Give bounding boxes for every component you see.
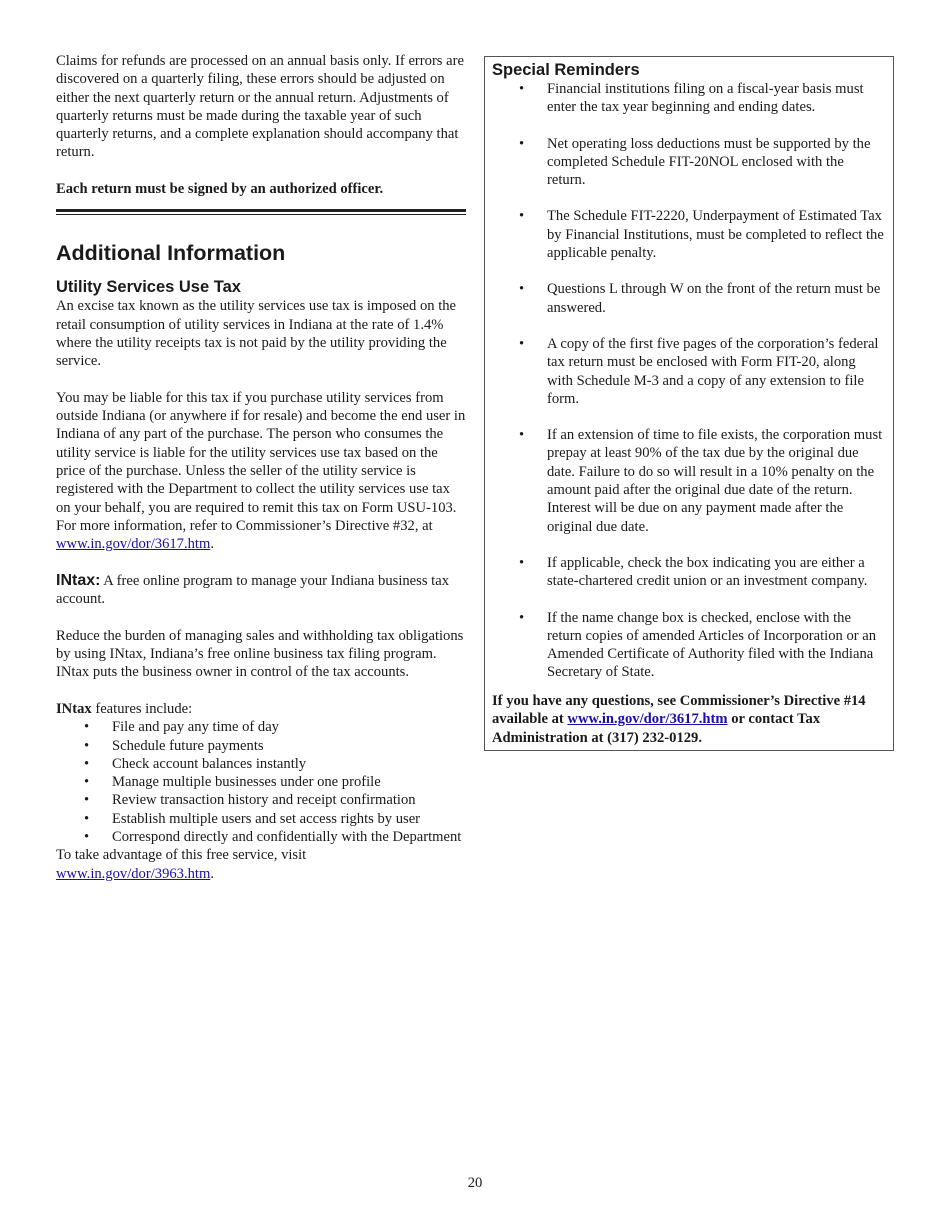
reminder-text: The Schedule FIT-2220, Underpayment of Estimated Tax by Financial Institutions, must be completed to reflect the applicable penalty. bbox=[547, 208, 884, 262]
bullet-icon: • bbox=[519, 427, 525, 444]
directive-32-link[interactable]: www.in.gov/dor/3617.htm bbox=[56, 536, 211, 553]
list-item bbox=[56, 828, 468, 846]
refund-paragraph: Claims for refunds are processed on an annual basis only. If errors are discovered on a quarterly filing, these errors should be adjusted on either the next quarterly return or the annual return. Adjustments of quarterly returns must be made during the taxable year of such quarterly returns, and a complete explanation should accompany that return. bbox=[56, 53, 464, 161]
reminder-text: If the name change box is checked, enclose with the return copies of amended Articles of Incorporation or an Amended Certificate of Authority filed with the Indiana Secretary of State. bbox=[547, 609, 877, 681]
list-item bbox=[56, 810, 468, 828]
section-heading: Additional Information bbox=[56, 241, 286, 266]
list-item bbox=[485, 554, 891, 591]
list-item bbox=[485, 609, 891, 682]
intax-intro bbox=[56, 572, 468, 609]
bullet-icon: • bbox=[84, 719, 90, 736]
visit-note: To take advantage of this free service, visit bbox=[56, 847, 307, 864]
bullet-icon: • bbox=[84, 737, 90, 754]
reminders-list bbox=[485, 80, 891, 700]
usut-paragraph-2-end: . bbox=[210, 536, 214, 553]
left-column bbox=[56, 52, 468, 883]
bullet-icon: • bbox=[84, 774, 90, 791]
list-item-text: File and pay any time of day bbox=[112, 719, 279, 736]
list-item bbox=[485, 280, 891, 317]
list-item bbox=[485, 426, 891, 536]
intax-description: A free online program to manage your Indiana business tax account. bbox=[56, 572, 449, 608]
usut-paragraph-2-text: You may be liable for this tax if you purchase utility services from outside Indiana (or anywhere if for resale) and become the end user in Indiana of any part of the purchase. The person who consumes the utility service is liable for the utility services use tax based on the price of the purchase. Unless the seller of the utility service is registered with the Department to collect the utility services use tax on your behalf, you are required to remit this tax on Form USU-103. For more information, refer to Commissioner’s Directive #32, at bbox=[56, 389, 466, 534]
list-item bbox=[56, 791, 468, 809]
reminder-text: A copy of the first five pages of the corporation’s federal tax return must be enclosed with Form FIT-20, along with Schedule M-3 and a copy of any extension to file form. bbox=[547, 335, 879, 407]
special-reminders-title: Special Reminders bbox=[492, 61, 640, 79]
visit-end: . bbox=[210, 865, 214, 882]
intax-link[interactable]: www.in.gov/dor/3963.htm bbox=[56, 865, 211, 882]
list-item bbox=[485, 207, 891, 262]
features-intro bbox=[56, 700, 468, 718]
page-number: 20 bbox=[467, 1175, 483, 1191]
list-item-text: Establish multiple users and set access rights by user bbox=[112, 810, 421, 827]
list-item-text: Manage multiple businesses under one profile bbox=[112, 774, 381, 791]
bullet-icon: • bbox=[519, 281, 525, 298]
bullet-icon: • bbox=[519, 554, 525, 571]
reminder-text: If applicable, check the box indicating you are either a state-chartered credit union or an investment company. bbox=[547, 554, 868, 590]
reminder-text: Questions L through W on the front of the return must be answered. bbox=[547, 281, 881, 316]
bullet-icon: • bbox=[84, 755, 90, 772]
signature-note: Each return must be signed by an authorized officer. bbox=[56, 181, 384, 198]
list-item-text: Correspond directly and confidentially with the Department bbox=[112, 828, 462, 845]
list-item bbox=[56, 737, 468, 755]
special-reminders-box bbox=[484, 56, 894, 751]
list-item-text: Schedule future payments bbox=[112, 737, 264, 754]
bullet-icon: • bbox=[84, 810, 90, 827]
intax-label: INtax: bbox=[56, 571, 101, 589]
reminder-text: Financial institutions filing on a fiscal-year basis must enter the tax year beginning and ending dates. bbox=[547, 81, 864, 116]
visit-link-line bbox=[56, 865, 468, 883]
list-item bbox=[56, 755, 468, 773]
features-lead: INtax bbox=[56, 700, 92, 717]
list-item bbox=[485, 135, 891, 190]
bullet-icon: • bbox=[519, 135, 525, 152]
list-item-text: Check account balances instantly bbox=[112, 755, 307, 772]
reminder-text: If an extension of time to file exists, the corporation must prepay at least 90% of the tax due by the original due date. Failure to do so will result in a 10% penalty on the amount paid after the original due date of the return. Interest will be due on any payment made after the original due date. bbox=[547, 427, 883, 535]
intax-paragraph: Reduce the burden of managing sales and withholding tax obligations by using INtax, Indiana’s free online business tax filing program. INtax puts the business owner in control of the tax accounts. bbox=[56, 627, 464, 681]
list-item bbox=[485, 80, 891, 117]
bullet-icon: • bbox=[519, 81, 525, 97]
reminders-footer bbox=[492, 692, 882, 747]
reminder-text: Net operating loss deductions must be supported by the completed Schedule FIT-20NOL enclosed with the return. bbox=[547, 135, 871, 189]
list-item bbox=[485, 335, 891, 408]
bullet-icon: • bbox=[84, 792, 90, 809]
footer-end: or contact Tax Administration at (317) 232-0129. bbox=[492, 711, 821, 746]
bullet-icon: • bbox=[519, 208, 525, 225]
list-item bbox=[56, 718, 468, 736]
features-list bbox=[56, 718, 468, 846]
bullet-icon: • bbox=[519, 609, 525, 626]
footer-text: If you have any questions, see Commissioner’s Directive #14 available at bbox=[492, 693, 866, 728]
usut-paragraph-1: An excise tax known as the utility services use tax is imposed on the retail consumption of utility services in Indiana at the rate of 1.4% where the utility receipts tax is not paid by the utility providing the service. bbox=[56, 298, 457, 370]
features-rest: features include: bbox=[91, 700, 193, 717]
list-item-text: Review transaction history and receipt confirmation bbox=[112, 792, 416, 809]
usut-paragraph-2 bbox=[56, 389, 468, 554]
directive-14-link[interactable]: www.in.gov/dor/3617.htm bbox=[567, 711, 728, 728]
section-divider bbox=[56, 209, 466, 215]
bullet-icon: • bbox=[84, 828, 90, 845]
subsection-heading: Utility Services Use Tax bbox=[56, 278, 241, 297]
list-item bbox=[56, 773, 468, 791]
bullet-icon: • bbox=[519, 335, 525, 352]
